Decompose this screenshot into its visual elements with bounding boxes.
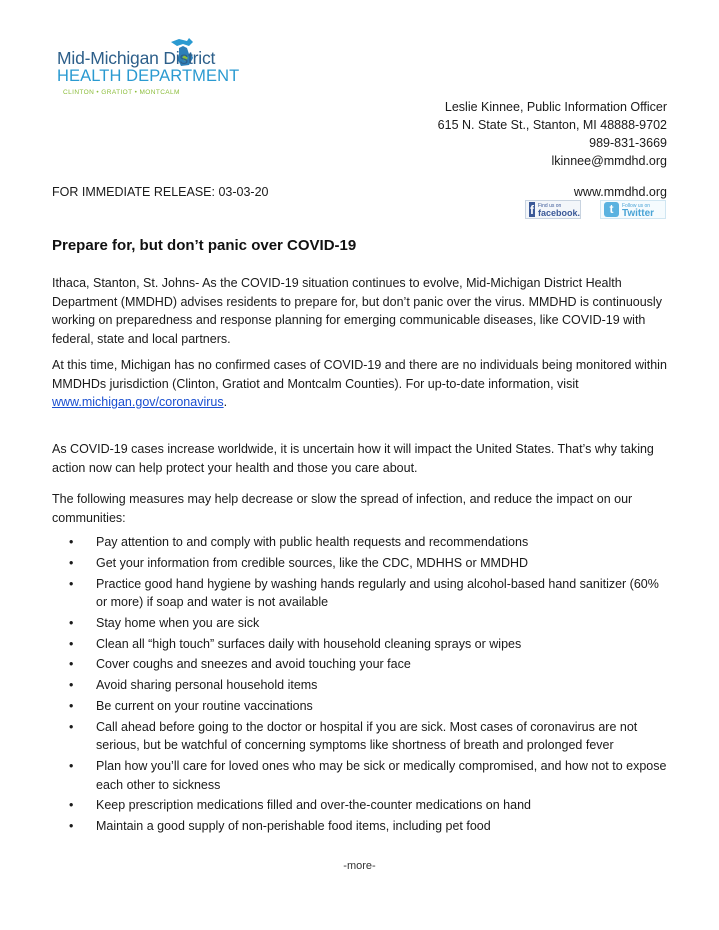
list-item <box>52 533 668 552</box>
list-item-text: Plan how you’ll care for loved ones who may be sick or medically compromised, and how not to expose each other to sickness <box>96 759 667 792</box>
paragraph-intro: Ithaca, Stanton, St. Johns- As the COVID-19 situation continues to evolve, Mid-Michigan District Health Department (MMDHD) advises residents to prepare for, but don’t panic over the virus. MMDHD is continuously working on preparedness and response planning for emerging communicable diseases, like COVID-19 with federal, state and local partners. <box>52 276 662 346</box>
contact-name-title: Leslie Kinnee, Public Information Officer <box>444 100 667 114</box>
facebook-caption: Find us on <box>537 202 562 209</box>
logo-title: Mid-Michigan District <box>57 48 216 68</box>
bullet-icon: • <box>69 535 74 549</box>
list-item-text: Clean all “high touch” surfaces daily with household cleaning sprays or wipes <box>96 636 522 651</box>
list-item <box>52 676 668 695</box>
twitter-caption: Follow us on <box>622 202 651 209</box>
headline: Prepare for, but don’t panic over COVID-19 <box>52 237 357 254</box>
list-item <box>52 655 668 674</box>
bullet-icon: • <box>69 798 74 813</box>
mmdhd-logo <box>57 42 247 102</box>
list-item-text: Get your information from credible sources, like the CDC, MDHHS or MMDHD <box>96 555 529 570</box>
paragraph-measures-intro: The following measures may help decrease or slow the spread of infection, and reduce the impact on our communities: <box>52 492 633 525</box>
list-item-text: Stay home when you are sick <box>96 615 260 630</box>
paragraph-status <box>52 356 668 412</box>
list-item <box>52 718 668 755</box>
list-item <box>52 614 668 633</box>
bullet-icon: • <box>69 699 74 714</box>
contact-address: 615 N. State St., Stanton, MI 48888-9702 <box>437 118 667 132</box>
bullet-icon: • <box>69 819 74 834</box>
list-item <box>52 635 668 654</box>
more-indicator: -more- <box>343 860 376 872</box>
list-item <box>52 554 668 573</box>
bullet-icon: • <box>69 719 74 734</box>
bullet-icon: • <box>69 657 74 672</box>
list-item-text: Call ahead before going to the doctor or hospital if you are sick. Most cases of coronavirus are not serious, but be watchful of concerning symptoms like shortness of breath and prolonged fever <box>96 719 638 753</box>
twitter-button[interactable] <box>600 200 666 219</box>
list-item <box>52 575 668 612</box>
list-item-text: Practice good hand hygiene by washing hands regularly and using alcohol-based hand sanitizer (60% or more) if soap and water is not available <box>96 576 659 610</box>
website-link[interactable]: www.mmdhd.org <box>573 185 667 199</box>
paragraph-uncertainty: As COVID-19 cases increase worldwide, it is uncertain how it will impact the United States. That’s why taking action now can help protect your health and those you care about. <box>52 442 654 475</box>
paragraph-status-text: At this time, Michigan has no confirmed cases of COVID-19 and there are no individuals being monitored within MMDHDs jurisdiction (Clinton, Gratiot and Montcalm Counties). For up-to-date information, visit <box>52 358 667 391</box>
list-item-text: Be current on your routine vaccinations <box>96 699 313 714</box>
logo-counties: CLINTON • GRATIOT • MONTCALM <box>63 89 180 96</box>
contact-phone: 989-831-3669 <box>589 136 667 150</box>
bullet-icon: • <box>69 555 74 570</box>
contact-email[interactable]: lkinnee@mmdhd.org <box>551 154 667 168</box>
contact-block <box>438 98 667 170</box>
facebook-label: facebook. <box>537 207 580 218</box>
list-item <box>52 757 668 794</box>
paragraph-status-end: . <box>223 395 228 409</box>
list-item-text: Pay attention to and comply with public health requests and recommendations <box>96 535 529 549</box>
list-item <box>52 796 668 815</box>
release-date: FOR IMMEDIATE RELEASE: 03-03-20 <box>52 185 269 199</box>
list-item-text: Keep prescription medications filled and over-the-counter medications on hand <box>96 798 531 813</box>
bullet-icon: • <box>69 759 74 774</box>
coronavirus-info-link[interactable]: www.michigan.gov/coronavirus <box>52 395 224 409</box>
logo-subtitle: HEALTH DEPARTMENT <box>57 67 240 85</box>
bullet-icon: • <box>69 615 74 630</box>
measures-list <box>52 533 668 838</box>
twitter-icon: t <box>604 202 619 217</box>
bullet-icon: • <box>69 576 74 591</box>
list-item <box>52 817 668 836</box>
list-item-text: Maintain a good supply of non-perishable food items, including pet food <box>96 819 491 834</box>
facebook-icon: f <box>529 203 534 217</box>
list-item-text: Avoid sharing personal household items <box>96 678 318 693</box>
list-item-text: Cover coughs and sneezes and avoid touching your face <box>96 657 411 672</box>
bullet-icon: • <box>69 678 74 693</box>
facebook-button[interactable] <box>525 200 581 219</box>
bullet-icon: • <box>69 636 74 651</box>
twitter-label: Twitter <box>622 207 655 219</box>
list-item <box>52 697 668 716</box>
